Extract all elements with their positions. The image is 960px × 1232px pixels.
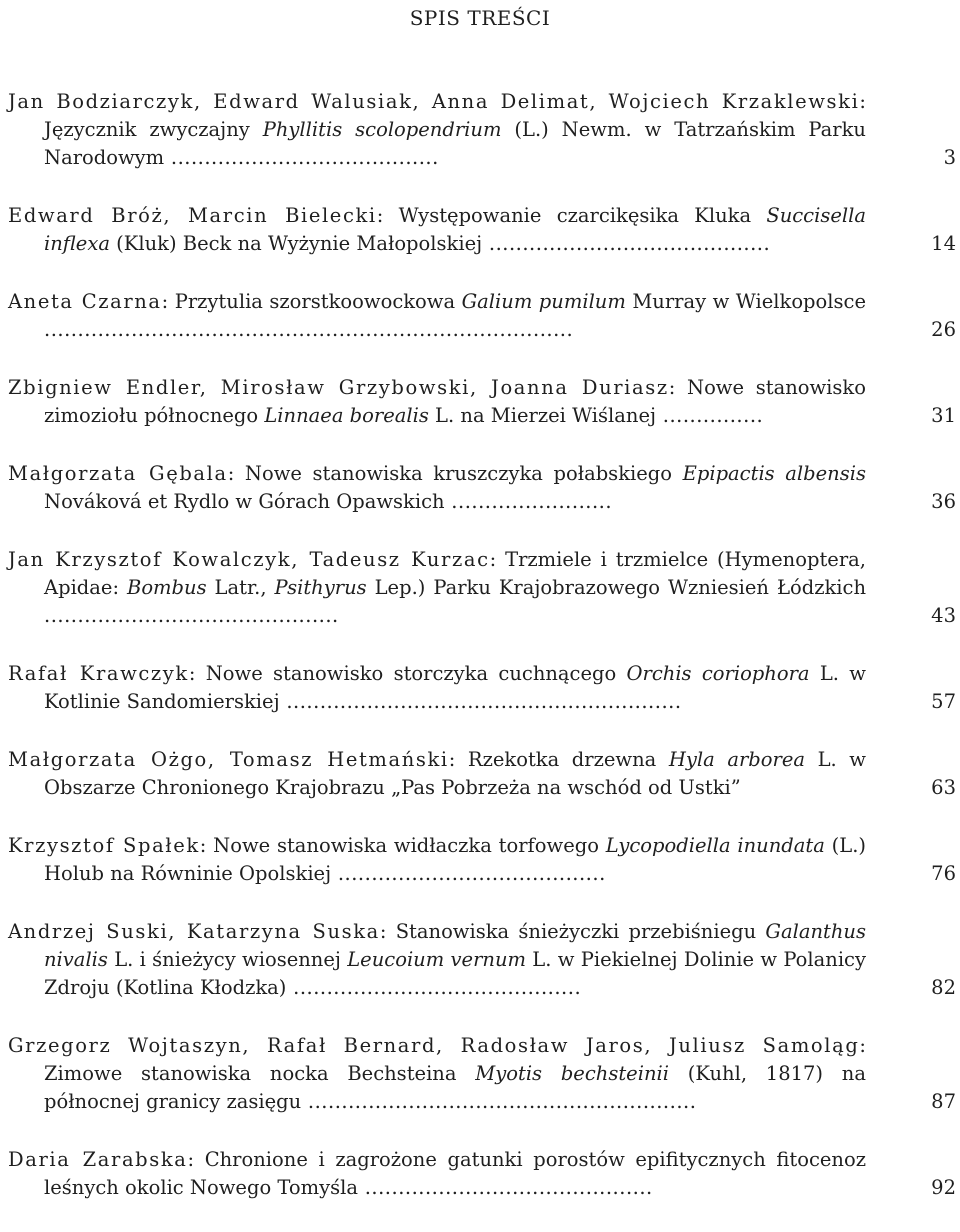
entry-page-number: 31 xyxy=(931,404,956,427)
toc-entry xyxy=(8,746,958,802)
entry-authors: Aneta Czarna xyxy=(8,290,162,313)
entry-title-text: Latr., xyxy=(206,576,275,599)
entry-leader-dots: ............................................................................... xyxy=(44,318,574,341)
entry-title-text: (Kuhl, 1817) na północnej granicy zasięgu xyxy=(44,1062,866,1113)
entry-title-text: Przytulia szorstkoowockowa xyxy=(174,290,462,313)
entry-leader-dots: ........................................... xyxy=(358,1176,653,1199)
entry-title-text: Zimowe stanowiska nocka Bechsteina xyxy=(44,1062,476,1085)
entry-separator: : xyxy=(859,1034,866,1057)
entry-species-name: Galium pumilum xyxy=(461,290,626,313)
entry-separator: : xyxy=(227,462,245,485)
entry-species-name: Bombus xyxy=(126,576,207,599)
entry-page-number: 76 xyxy=(931,862,956,885)
entry-leader-dots: ........................ xyxy=(444,490,613,513)
entry-species-name: Hyla arborea xyxy=(668,748,805,771)
entry-title-text: Lep.) Parku Krajobrazowego Wzniesień Łódzkich xyxy=(366,576,867,599)
entry-authors: Jan Krzysztof Kowalczyk, Tadeusz Kurzac xyxy=(8,548,490,571)
entry-title-text: Języcznik zwyczajny xyxy=(44,118,263,141)
entry-species-name: Linnaea borealis xyxy=(264,404,429,427)
entry-leader-dots: .......................................................... xyxy=(301,1090,697,1113)
entry-title-text: Murray w Wielkopolsce xyxy=(625,290,866,313)
entry-leader-dots: ........................................ xyxy=(331,862,606,885)
entry-page-number: 3 xyxy=(943,146,956,169)
entry-separator: : xyxy=(188,662,206,685)
entry-title-text: Nowe stanowisko storczyka cuchnącego xyxy=(205,662,627,685)
toc-entry xyxy=(8,1032,958,1116)
entry-authors: Edward Bróż, Marcin Bielecki xyxy=(8,204,377,227)
entry-page-number: 57 xyxy=(931,690,956,713)
entry-species-name: Succisella inflexa xyxy=(44,204,866,255)
toc-entry xyxy=(8,288,958,344)
entry-authors: Jan Bodziarczyk, Edward Walusiak, Anna Delimat, Wojciech Krzaklewski xyxy=(8,90,860,113)
entry-authors: Rafał Krawczyk xyxy=(8,662,189,685)
entry-page-number: 14 xyxy=(931,232,956,255)
entry-separator: : xyxy=(376,204,399,227)
entry-page-number: 26 xyxy=(931,318,956,341)
entry-species-name: Phyllitis scolopendrium xyxy=(262,118,502,141)
entry-leader-dots: ........................................................... xyxy=(279,690,682,713)
entry-separator: : xyxy=(379,920,396,943)
entry-authors: Andrzej Suski, Katarzyna Suska xyxy=(8,920,380,943)
toc-entry xyxy=(8,88,958,172)
entry-page-number: 36 xyxy=(931,490,956,513)
entry-title-text: L. w Obszarze Chronionego Krajobrazu „Pas Pobrzeża na wschód od Ustki” xyxy=(44,748,866,799)
table-of-contents xyxy=(8,88,958,1232)
entry-leader-dots: ........................................... xyxy=(286,976,582,999)
entry-title-text: Nováková et Rydlo w Górach Opawskich xyxy=(44,490,445,513)
entry-separator: : xyxy=(448,748,468,771)
entry-page-number: 92 xyxy=(931,1176,956,1199)
entry-separator: : xyxy=(161,290,175,313)
entry-title-text: (Kluk) Beck na Wyżynie Małopolskiej xyxy=(109,232,483,255)
entry-title-text: L. na Mierzei Wiślanej xyxy=(428,404,657,427)
entry-species-name: Lycopodiella inundata xyxy=(605,834,825,857)
entry-title-text: (L.) Newm. w Tatrzańskim Parku Narodowym xyxy=(44,118,866,169)
entry-title-text: (L.) Holub na Równinie Opolskiej xyxy=(44,834,866,885)
entry-authors: Małgorzata Ożgo, Tomasz Hetmański xyxy=(8,748,449,771)
entry-title-text: Nowe stanowisko zimoziołu północnego xyxy=(44,376,866,427)
entry-separator: : xyxy=(489,548,506,571)
toc-entry xyxy=(8,832,958,888)
page-title: SPIS TREŚCI xyxy=(409,6,551,30)
entry-authors: Grzegorz Wojtaszyn, Rafał Bernard, Radosław Jaros, Juliusz Samoląg xyxy=(8,1034,860,1057)
entry-page-number: 63 xyxy=(931,776,956,799)
entry-authors: Zbigniew Endler, Mirosław Grzybowski, Joanna Duriasz xyxy=(8,376,669,399)
entry-species-name: Orchis coriophora xyxy=(626,662,810,685)
entry-species-name: Leucoium vernum xyxy=(347,948,527,971)
entry-title-text: Nowe stanowiska kruszczyka połabskiego xyxy=(244,462,683,485)
toc-entry xyxy=(8,202,958,258)
toc-entry xyxy=(8,918,958,1002)
entry-page-number: 87 xyxy=(931,1090,956,1113)
entry-title-text: Występowanie czarcikęsika Kluka xyxy=(398,204,767,227)
entry-title-text: L. w Piekielnej Dolinie w Polanicy Zdroju (Kotlina Kłodzka) xyxy=(44,948,866,999)
entry-species-name: Epipactis albensis xyxy=(682,462,866,485)
entry-title-text: Nowe stanowiska widłaczka torfowego xyxy=(213,834,606,857)
entry-leader-dots: ............................................ xyxy=(44,604,339,627)
entry-title-text: Chronione i zagrożone gatunki porostów epifitycznych fitocenoz leśnych okolic Nowego Tomyśla xyxy=(44,1148,866,1199)
entry-leader-dots: ............... xyxy=(656,404,764,427)
entry-separator: : xyxy=(668,376,687,399)
entry-authors: Małgorzata Gębala xyxy=(8,462,228,485)
toc-entry xyxy=(8,460,958,516)
entry-title-text: Rzekotka drzewna xyxy=(467,748,669,771)
entry-separator: : xyxy=(187,1148,205,1171)
entry-title-text: Trzmiele i trzmielce (Hymenoptera, Apidae: xyxy=(44,548,866,599)
entry-page-number: 82 xyxy=(931,976,956,999)
entry-species-name: Myotis bechsteinii xyxy=(475,1062,669,1085)
toc-entry xyxy=(8,660,958,716)
toc-entry xyxy=(8,546,958,630)
toc-entry xyxy=(8,374,958,430)
entry-separator: : xyxy=(199,834,214,857)
entry-title-text: L. i śnieżycy wiosennej xyxy=(107,948,348,971)
entry-authors: Daria Zarabska xyxy=(8,1148,188,1171)
entry-species-name: Galanthus nivalis xyxy=(44,920,866,971)
entry-page-number: 43 xyxy=(931,604,956,627)
entry-leader-dots: .......................................... xyxy=(482,232,771,255)
entry-authors: Krzysztof Spałek xyxy=(8,834,200,857)
entry-leader-dots: ........................................ xyxy=(164,146,439,169)
entry-title-text: L. w Kotlinie Sandomierskiej xyxy=(44,662,866,713)
toc-entry xyxy=(8,1146,958,1202)
entry-title-text: Stanowiska śnieżyczki przebiśniegu xyxy=(395,920,766,943)
entry-species-name: Psithyrus xyxy=(274,576,367,599)
entry-separator: : xyxy=(859,90,866,113)
